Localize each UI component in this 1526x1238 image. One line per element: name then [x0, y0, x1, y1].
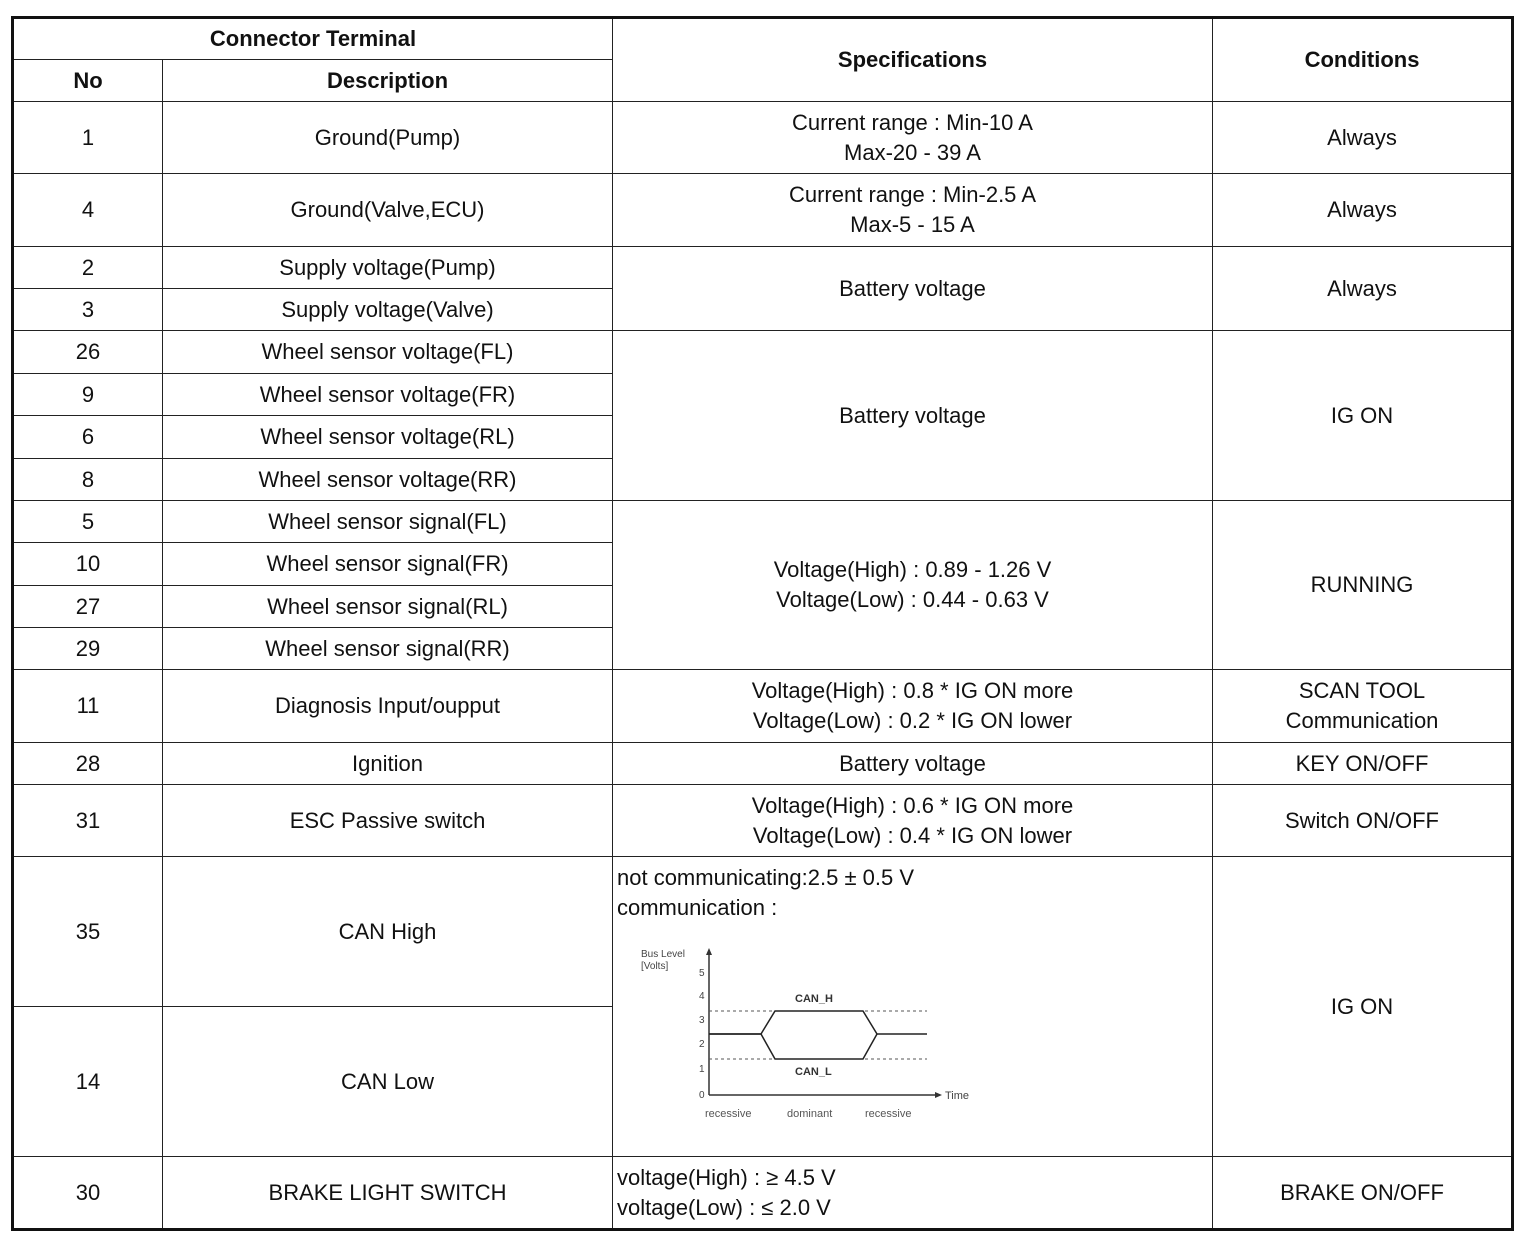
- terminal-no: 29: [13, 628, 163, 670]
- phase-label: dominant: [787, 1108, 833, 1120]
- specification: Battery voltage: [613, 247, 1213, 331]
- phase-label: recessive: [705, 1108, 752, 1120]
- terminal-description: Wheel sensor signal(FR): [163, 543, 613, 586]
- can-bus-level-chart: [637, 945, 1017, 1135]
- specifications-header: Specifications: [613, 18, 1213, 102]
- condition: IG ON: [1213, 857, 1513, 1157]
- table-row: [13, 857, 1513, 1007]
- condition: Always: [1213, 174, 1513, 247]
- table-row: [13, 331, 1513, 374]
- no-header: No: [13, 60, 163, 102]
- y-tick: 5: [699, 968, 705, 979]
- terminal-description: Wheel sensor voltage(FL): [163, 331, 613, 374]
- terminal-description: Wheel sensor signal(RL): [163, 586, 613, 628]
- terminal-no: 6: [13, 416, 163, 459]
- terminal-description: Ground(Pump): [163, 102, 613, 174]
- table-row: [13, 1157, 1513, 1230]
- x-axis-arrow-icon: [935, 1092, 942, 1098]
- terminal-no: 8: [13, 459, 163, 501]
- condition: IG ON: [1213, 331, 1513, 501]
- y-tick: 2: [699, 1039, 705, 1050]
- terminal-description: Ground(Valve,ECU): [163, 174, 613, 247]
- terminal-no: 30: [13, 1157, 163, 1230]
- terminal-no: 11: [13, 670, 163, 743]
- conditions-header: Conditions: [1213, 18, 1513, 102]
- table-row: [13, 501, 1513, 543]
- description-header: Description: [163, 60, 613, 102]
- condition: Switch ON/OFF: [1213, 785, 1513, 857]
- y-axis-label: Bus Level: [641, 949, 685, 960]
- specification: Current range : Min-2.5 A Max-5 - 15 A: [613, 174, 1213, 247]
- x-axis-label: Time: [945, 1090, 970, 1102]
- y-tick: 0: [699, 1090, 705, 1101]
- condition: Always: [1213, 102, 1513, 174]
- specification: Battery voltage: [613, 331, 1213, 501]
- terminal-description: Wheel sensor signal(RR): [163, 628, 613, 670]
- terminal-no: 26: [13, 331, 163, 374]
- condition: SCAN TOOL Communication: [1213, 670, 1513, 743]
- specification: Voltage(High) : 0.6 * IG ON more Voltage(Low) : 0.4 * IG ON lower: [613, 785, 1213, 857]
- terminal-no: 4: [13, 174, 163, 247]
- specification: Battery voltage: [613, 743, 1213, 785]
- table-row: [13, 102, 1513, 174]
- y-tick: 4: [699, 991, 705, 1002]
- terminal-no: 3: [13, 289, 163, 331]
- terminal-description: Wheel sensor voltage(FR): [163, 374, 613, 416]
- terminal-description: Supply voltage(Pump): [163, 247, 613, 289]
- terminal-no: 28: [13, 743, 163, 785]
- specification: Voltage(High) : 0.8 * IG ON more Voltage(Low) : 0.2 * IG ON lower: [613, 670, 1213, 743]
- phase-label: recessive: [865, 1108, 912, 1120]
- condition: KEY ON/OFF: [1213, 743, 1513, 785]
- condition: BRAKE ON/OFF: [1213, 1157, 1513, 1230]
- terminal-description: CAN Low: [163, 1007, 613, 1157]
- can-l-line: [709, 1034, 877, 1059]
- terminal-no: 1: [13, 102, 163, 174]
- terminal-no: 10: [13, 543, 163, 586]
- terminal-no: 9: [13, 374, 163, 416]
- table-row: [13, 174, 1513, 247]
- can-specification: [613, 857, 1213, 1157]
- condition: RUNNING: [1213, 501, 1513, 670]
- terminal-description: Wheel sensor voltage(RL): [163, 416, 613, 459]
- can-l-label: CAN_L: [795, 1066, 832, 1078]
- table-row: [13, 785, 1513, 857]
- table-row: [13, 670, 1513, 743]
- terminal-no: 14: [13, 1007, 163, 1157]
- terminal-no: 35: [13, 857, 163, 1007]
- can-spec-line: communication :: [617, 895, 778, 920]
- terminal-description: Wheel sensor signal(FL): [163, 501, 613, 543]
- terminal-description: ESC Passive switch: [163, 785, 613, 857]
- terminal-no: 31: [13, 785, 163, 857]
- table-row: [13, 247, 1513, 289]
- can-h-label: CAN_H: [795, 993, 833, 1005]
- y-axis-arrow-icon: [706, 948, 712, 955]
- y-tick: 3: [699, 1015, 705, 1026]
- can-h-line: [709, 1011, 927, 1034]
- terminal-description: Supply voltage(Valve): [163, 289, 613, 331]
- terminal-no: 5: [13, 501, 163, 543]
- terminal-description: CAN High: [163, 857, 613, 1007]
- terminal-description: Ignition: [163, 743, 613, 785]
- y-axis-label-units: [Volts]: [641, 961, 669, 972]
- specification: Voltage(High) : 0.89 - 1.26 V Voltage(Low) : 0.44 - 0.63 V: [613, 501, 1213, 670]
- terminal-no: 27: [13, 586, 163, 628]
- specification: voltage(High) : ≥ 4.5 V voltage(Low) : ≤ 2.0 V: [613, 1157, 1213, 1230]
- can-spec-line: not communicating:2.5 ± 0.5 V: [617, 865, 915, 890]
- terminal-description: Wheel sensor voltage(RR): [163, 459, 613, 501]
- terminal-no: 2: [13, 247, 163, 289]
- terminal-description: Diagnosis Input/oupput: [163, 670, 613, 743]
- condition: Always: [1213, 247, 1513, 331]
- table-row: [13, 743, 1513, 785]
- connector-terminal-header: Connector Terminal: [13, 18, 613, 60]
- y-tick: 1: [699, 1064, 705, 1075]
- terminal-description: BRAKE LIGHT SWITCH: [163, 1157, 613, 1230]
- connector-terminal-table: [11, 16, 1514, 1231]
- specification: Current range : Min-10 A Max-20 - 39 A: [613, 102, 1213, 174]
